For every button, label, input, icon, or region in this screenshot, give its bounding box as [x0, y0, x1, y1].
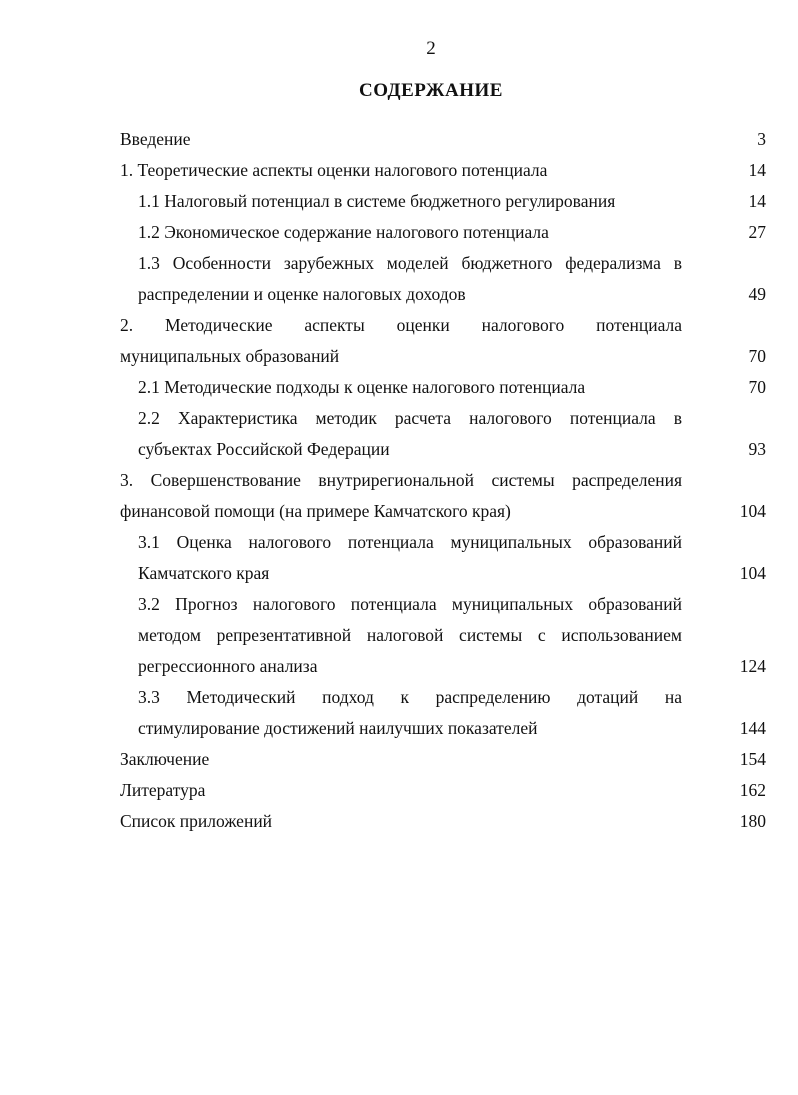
table-of-contents	[120, 124, 766, 837]
toc-entry-text: 2.2 Характеристика методик расчета налогового потенциала в	[138, 408, 682, 428]
toc-entry-text: Литература	[120, 780, 206, 800]
toc-entry-text: Заключение	[120, 749, 210, 769]
toc-entry-text: методом репрезентативной налоговой системы с использованием	[138, 625, 682, 645]
toc-entry-text: распределении и оценке налоговых доходов	[138, 284, 466, 304]
toc-entry-page: 27	[748, 222, 766, 242]
toc-entry-section-3-1	[120, 527, 766, 558]
toc-entry-section-2-1	[120, 372, 766, 403]
toc-entry-section-1-3-cont	[120, 279, 766, 310]
toc-entry-text: 3. Совершенствование внутрирегиональной системы распределения	[120, 470, 682, 490]
toc-entry-page: 154	[739, 749, 766, 769]
toc-entry-section-2-2	[120, 403, 766, 434]
toc-entry-page: 14	[748, 160, 766, 180]
toc-entry-section-3-1-cont	[120, 558, 766, 589]
toc-entry-text: 1.3 Особенности зарубежных моделей бюджетного федерализма в	[138, 253, 682, 273]
toc-entry-text: Камчатского края	[138, 563, 270, 583]
toc-entry-chapter-2-cont	[120, 341, 766, 372]
toc-entry-section-3-2	[120, 589, 766, 620]
toc-entry-text: 2.1 Методические подходы к оценке налогового потенциала	[138, 377, 586, 397]
toc-entry-text: 3.3 Методический подход к распределению дотаций на	[138, 687, 682, 707]
page-title: СОДЕРЖАНИЕ	[359, 80, 503, 101]
toc-entry-section-1-1	[120, 186, 766, 217]
toc-entry-text: финансовой помощи (на примере Камчатского края)	[120, 501, 511, 521]
toc-entry-text: Список приложений	[120, 811, 273, 831]
toc-entry-page: 70	[748, 377, 766, 397]
page-number: 2	[426, 38, 436, 59]
toc-entry-text: Введение	[120, 129, 191, 149]
toc-entry-page: 93	[748, 439, 766, 459]
toc-entry-introduction	[120, 124, 766, 155]
toc-entry-text: 1.1 Налоговый потенциал в системе бюджетного регулирования	[138, 191, 616, 211]
toc-entry-page: 49	[748, 284, 766, 304]
toc-entry-page: 144	[739, 718, 766, 738]
toc-entry-page: 104	[739, 563, 766, 583]
toc-entry-literature	[120, 775, 766, 806]
toc-entry-page: 180	[739, 811, 766, 831]
toc-entry-page: 14	[748, 191, 766, 211]
toc-entry-appendices	[120, 806, 766, 837]
toc-entry-chapter-2	[120, 310, 766, 341]
toc-entry-page: 104	[739, 501, 766, 521]
toc-entry-page: 162	[739, 780, 766, 800]
toc-entry-conclusion	[120, 744, 766, 775]
toc-entry-section-3-2-cont	[120, 620, 766, 651]
toc-entry-text: регрессионного анализа	[138, 656, 318, 676]
toc-entry-chapter-1	[120, 155, 766, 186]
toc-entry-section-3-2-cont-2	[120, 651, 766, 682]
toc-entry-section-1-2	[120, 217, 766, 248]
toc-entry-text: муниципальных образований	[120, 346, 340, 366]
toc-entry-text: 1.2 Экономическое содержание налогового потенциала	[138, 222, 549, 242]
toc-entry-section-1-3	[120, 248, 766, 279]
toc-entry-page: 124	[739, 656, 766, 676]
toc-entry-chapter-3	[120, 465, 766, 496]
toc-entry-text: стимулирование достижений наилучших показателей	[138, 718, 538, 738]
toc-entry-page: 70	[748, 346, 766, 366]
toc-entry-text: 2. Методические аспекты оценки налогового потенциала	[120, 315, 682, 335]
toc-entry-text: 1. Теоретические аспекты оценки налогового потенциала	[120, 160, 548, 180]
toc-entry-section-3-3-cont	[120, 713, 766, 744]
toc-entry-chapter-3-cont	[120, 496, 766, 527]
toc-entry-section-2-2-cont	[120, 434, 766, 465]
toc-entry-text: субъектах Российской Федерации	[138, 439, 390, 459]
toc-entry-text: 3.2 Прогноз налогового потенциала муниципальных образований	[138, 594, 682, 614]
toc-entry-text: 3.1 Оценка налогового потенциала муниципальных образований	[138, 532, 682, 552]
toc-entry-page: 3	[757, 129, 766, 149]
toc-entry-section-3-3	[120, 682, 766, 713]
